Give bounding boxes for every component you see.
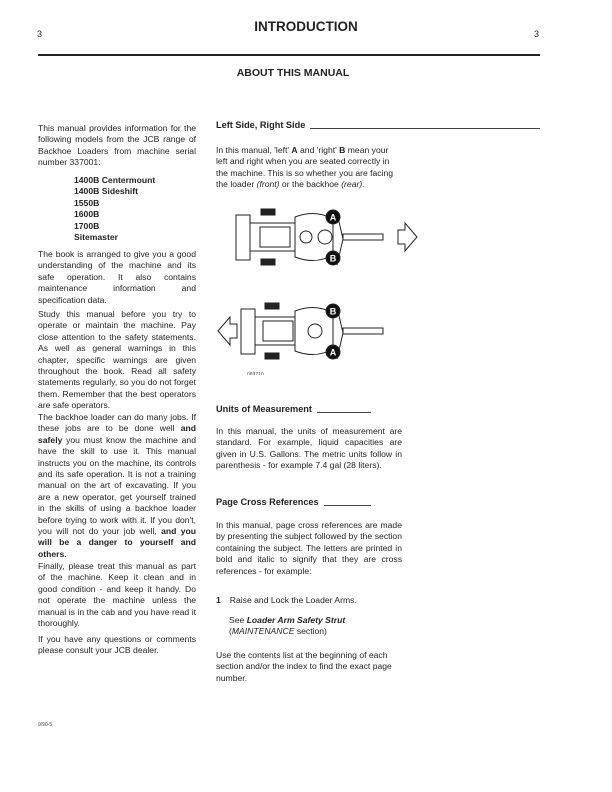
heading-rule xyxy=(310,128,540,129)
model-item: 1400B Sideshift xyxy=(74,186,138,197)
heading-text: Left Side, Right Side xyxy=(216,120,306,130)
label-a: A xyxy=(329,212,337,223)
text: you must know the machine and have the skill to use it. This manual instructs you on the machine, its controls and its safe operation. It is not a training manual on the art of excavating. If you are a new operator, get yourself trained in the skills of using a backhoe loader before trying to work with it. If you don't, you will not do your job well, xyxy=(38,434,196,537)
heading-rule xyxy=(324,505,371,506)
machine-reverse-view xyxy=(218,303,383,359)
header-rule xyxy=(38,54,540,56)
arrangement-paragraph: The book is arranged to give you a good understanding of the machine and its safe operation. It also contains maintenance information and specification data. xyxy=(38,249,196,305)
text: or the backhoe xyxy=(279,179,342,190)
page-number-left: 3 xyxy=(37,29,43,39)
jobs-paragraph xyxy=(38,412,196,560)
text: ( xyxy=(229,626,232,637)
machine-orientation-diagram xyxy=(215,205,435,375)
model-item: 1600B xyxy=(74,209,100,220)
label-b: B xyxy=(329,253,337,264)
cross-reference-link: Loader Arm Safety Strut xyxy=(246,615,346,625)
heading-text: Units of Measurement xyxy=(216,404,312,414)
heading-left-right-side xyxy=(216,120,540,130)
model-list xyxy=(74,175,194,243)
text: section) xyxy=(294,626,327,637)
text: and 'right' xyxy=(297,145,340,155)
left-right-paragraph xyxy=(216,145,402,191)
figure-code: 069710 xyxy=(247,372,264,375)
italic-text: (rear). xyxy=(341,179,365,190)
bold-text: and safely xyxy=(38,423,196,445)
heading-units xyxy=(216,404,371,414)
section-name: MAINTENANCE xyxy=(231,626,295,637)
text: mean your left and right when you are seated correctly in the machine. This is so whether you are facing the loader xyxy=(216,145,394,190)
finally-paragraph: Finally, please treat this manual as part of the machine. Keep it clean and in good condition - and keep it handy. Do not operate the machine unless the manual is in the cab and you have read it thoroughly. xyxy=(38,561,196,629)
text: The backhoe loader can do many jobs. If these jobs are to be done well xyxy=(38,412,196,434)
heading-rule xyxy=(317,412,371,413)
label-b-reverse: B xyxy=(329,306,337,317)
label-a-reverse: A xyxy=(329,347,337,358)
questions-paragraph: If you have any questions or comments please consult your JCB dealer. xyxy=(38,634,196,656)
page-number-right: 3 xyxy=(534,29,540,39)
heading-cross-references xyxy=(216,497,371,507)
bold-text: A xyxy=(291,145,298,155)
model-item: 1400B Centermount xyxy=(74,175,156,185)
page-title: INTRODUCTION xyxy=(254,19,358,34)
model-item: Sitemaster xyxy=(74,232,118,243)
cross-reference-paragraph: In this manual, page cross references are made by presenting the subject followed by the section containing the subject. The letters are printed in bold and italic to signify that they are cross references - for example: xyxy=(216,520,402,576)
section-title: ABOUT THIS MANUAL xyxy=(236,67,350,79)
bold-text: and you will be a danger to yourself and others. xyxy=(38,526,196,559)
model-item: 1550B xyxy=(74,197,100,208)
text: In this manual, 'left' xyxy=(216,145,292,155)
study-paragraph: Study this manual before you try to operate or maintain the machine. Pay close attention to the safety statements. As well as general warnings in this chapter, specific warnings are given throughout the book. Read all safety statements regularly, so you do not forget them. Remember that the best operators are safe operators. xyxy=(38,309,196,411)
intro-paragraph: This manual provides information for the following models from the JCB range of Backhoe Loaders from machine serial number 337001: xyxy=(38,123,196,168)
see-reference xyxy=(229,615,345,638)
heading-text: Page Cross References xyxy=(216,497,319,507)
example-step xyxy=(216,595,357,606)
model-item: 1700B xyxy=(74,220,100,231)
italic-text: (front) xyxy=(256,179,280,190)
bold-text: B xyxy=(339,145,346,155)
contents-paragraph: Use the contents list at the beginning of each section and/or the index to find the exact page number. xyxy=(216,650,392,683)
footer-code: 9/90-5 xyxy=(38,722,53,728)
machine-forward-view xyxy=(236,209,417,265)
step-text: Raise and Lock the Loader Arms. xyxy=(229,595,357,605)
units-paragraph: In this manual, the units of measurement are standard. For example, liquid capacities are given in U.S. Gallons. The metric units follow in parenthesis - for example 7.4 gal (28 liters). xyxy=(216,426,402,471)
text: See xyxy=(229,615,247,625)
step-number: 1 xyxy=(216,595,221,605)
